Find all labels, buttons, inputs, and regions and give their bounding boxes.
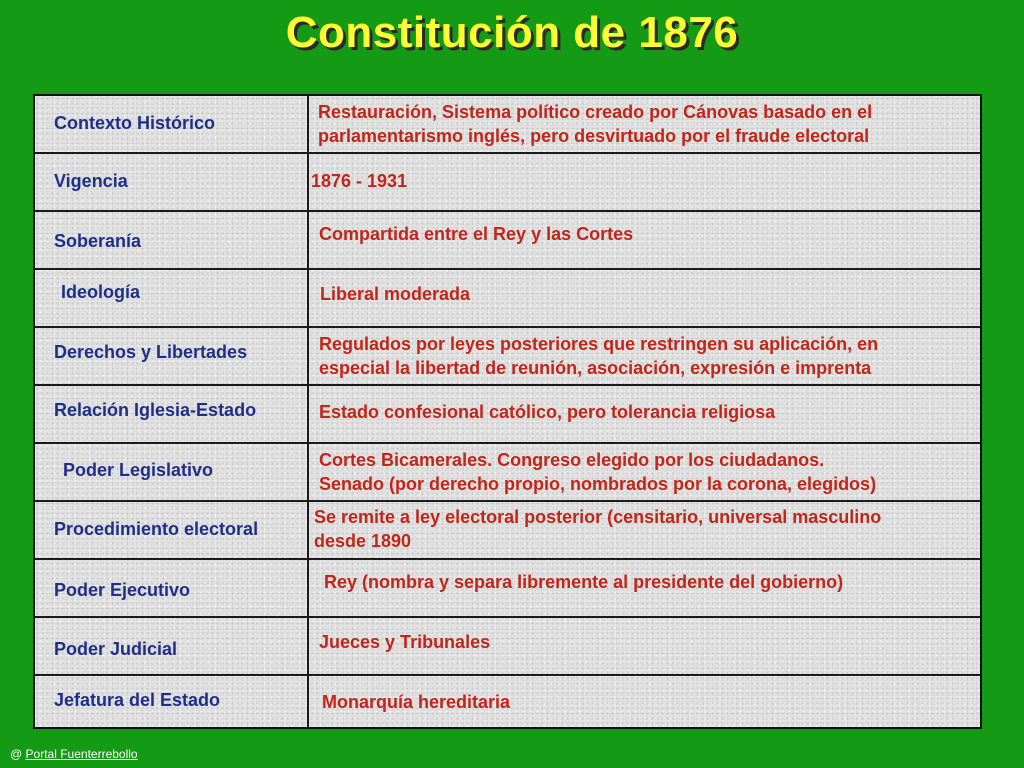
row-label: Poder Legislativo [63,460,214,480]
row-value-line: Estado confesional católico, pero tolerancia religiosa [319,402,776,422]
row-value-line: Rey (nombra y separa libremente al presidente del gobierno) [324,572,844,592]
row-label: Relación Iglesia-Estado [54,400,257,420]
row-value-cell [309,270,980,326]
table-row [35,386,980,444]
row-label-cell [35,618,307,674]
row-value-line: parlamentarismo inglés, pero desvirtuado por el fraude electoral [318,126,870,146]
row-value-cell [309,676,980,727]
constitution-table [33,94,982,729]
table-row [35,328,980,386]
footer-link[interactable]: Portal Fuenterrebollo [25,747,138,761]
row-value-line: Regulados por leyes posteriores que restringen su aplicación, en [319,334,879,354]
row-value-cell [309,154,980,210]
row-value-cell [309,618,980,674]
row-label: Poder Ejecutivo [54,580,191,600]
row-value-line: Restauración, Sistema político creado por Cánovas basado en el [318,102,873,122]
row-value-cell [309,444,980,500]
row-value-cell [309,212,980,268]
row-label-cell [35,96,307,152]
row-label: Contexto Histórico [54,113,216,133]
row-label: Poder Judicial [54,639,178,659]
row-label-cell [35,212,307,268]
row-value-line: Liberal moderada [320,284,471,304]
row-label: Vigencia [54,171,128,191]
row-label: Derechos y Libertades [54,342,248,362]
row-label-cell [35,328,307,384]
row-value-cell [309,502,980,558]
row-label: Jefatura del Estado [54,690,221,710]
row-label-cell [35,444,307,500]
table-row [35,502,980,560]
footer-prefix: @ [10,747,23,761]
row-value-line: Cortes Bicamerales. Congreso elegido por los ciudadanos. [319,450,825,470]
footer-credit [10,747,138,761]
row-value-cell [309,328,980,384]
row-label: Soberanía [54,231,142,251]
row-label-cell [35,154,307,210]
table-row [35,96,980,154]
row-label: Ideología [61,282,141,302]
page-title: Constitución de 1876 [285,8,739,57]
row-value-cell [309,560,980,616]
row-value-line: Senado (por derecho propio, nombrados por la corona, elegidos) [319,474,877,494]
row-value-cell [309,96,980,152]
row-label-cell [35,676,307,727]
row-value-line: Compartida entre el Rey y las Cortes [319,224,634,244]
row-label-cell [35,560,307,616]
table-row [35,444,980,502]
table-row [35,676,980,727]
row-label: Procedimiento electoral [54,519,259,539]
table-row [35,154,980,212]
row-value-line: Se remite a ley electoral posterior (censitario, universal masculino [314,507,882,527]
row-value-line: Jueces y Tribunales [319,632,491,652]
row-value-line: 1876 - 1931 [311,171,408,191]
table-row [35,270,980,328]
row-value-line: Monarquía hereditaria [322,692,511,712]
row-label-cell [35,502,307,558]
row-value-cell [309,386,980,442]
row-label-cell [35,270,307,326]
table-row [35,618,980,676]
row-label-cell [35,386,307,442]
row-value-line: desde 1890 [314,531,412,551]
table-row [35,560,980,618]
table-row [35,212,980,270]
row-value-line: especial la libertad de reunión, asociación, expresión e imprenta [319,358,872,378]
